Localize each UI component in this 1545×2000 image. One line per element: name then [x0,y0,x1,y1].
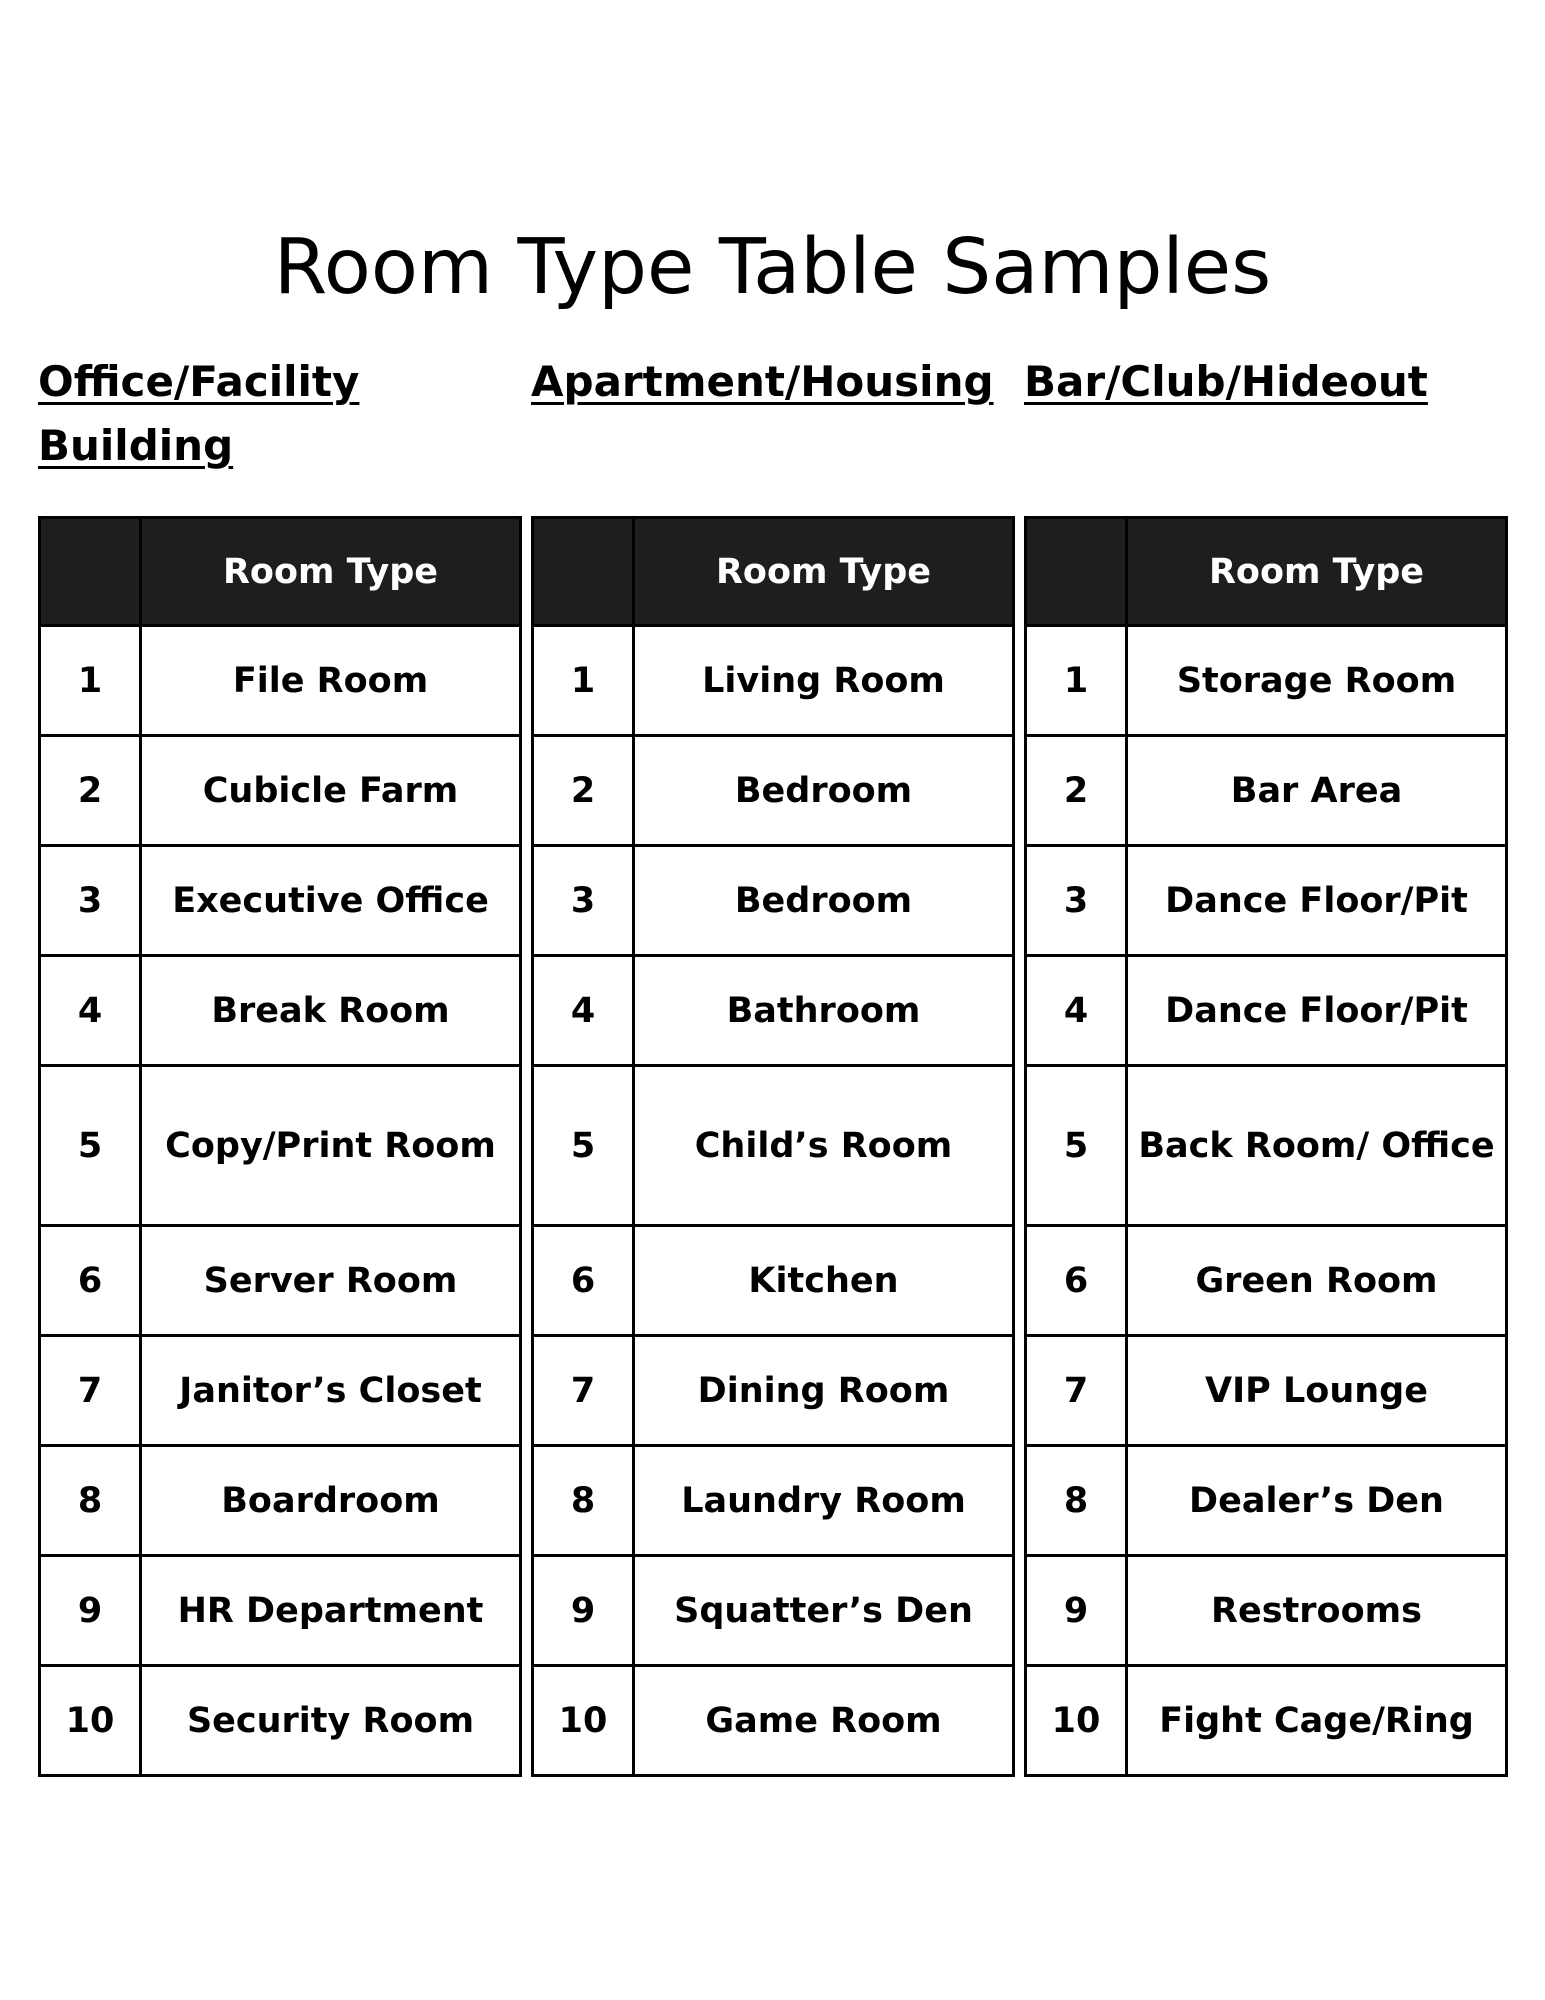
room-type-cell: Squatter’s Den [634,1556,1014,1666]
row-number: 3 [40,846,141,956]
table-row [40,1226,521,1336]
room-type-cell: Dealer’s Den [1127,1446,1507,1556]
table-row [533,626,1014,736]
room-type-cell: Child’s Room [634,1066,1014,1226]
row-number: 9 [533,1556,634,1666]
table-row [533,956,1014,1066]
table-row [1026,1446,1507,1556]
table-row [533,1336,1014,1446]
room-type-column-header: Room Type [1127,518,1507,626]
room-type-cell [1127,1066,1507,1226]
room-table-apartment [531,516,1015,1777]
number-column-header [40,518,141,626]
table-row [40,1666,521,1776]
row-number: 6 [533,1226,634,1336]
row-number: 4 [40,956,141,1066]
table-row [1026,846,1507,956]
room-type-cell: Executive Office [141,846,521,956]
room-type-cell: Boardroom [141,1446,521,1556]
row-number: 8 [533,1446,634,1556]
table-row [40,1556,521,1666]
room-type-cell: HR Department [141,1556,521,1666]
row-number: 6 [40,1226,141,1336]
table-row [533,1556,1014,1666]
table-heading-apartment: Apartment/Housing [531,357,994,406]
room-type-cell: Bedroom [634,736,1014,846]
table-row [1026,1666,1507,1776]
table-heading-office: Office/Facility Building [38,357,360,470]
row-number: 10 [533,1666,634,1776]
room-type-cell: Game Room [634,1666,1014,1776]
table-row [40,736,521,846]
room-type-cell: Cubicle Farm [141,736,521,846]
row-number: 9 [1026,1556,1127,1666]
table-row [1026,626,1507,736]
table-row [1026,1336,1507,1446]
table-row [40,1336,521,1446]
room-type-cell: Server Room [141,1226,521,1336]
table-header-row [40,518,521,626]
room-type-cell: Bar Area [1127,736,1507,846]
table-row [40,626,521,736]
room-type-cell: Bathroom [634,956,1014,1066]
row-number: 2 [40,736,141,846]
table-row [40,1446,521,1556]
row-number: 1 [40,626,141,736]
row-number: 6 [1026,1226,1127,1336]
room-type-cell-text: Back Room/ Office [1138,1125,1495,1166]
number-column-header [1026,518,1127,626]
table-row [40,846,521,956]
room-type-cell: Green Room [1127,1226,1507,1336]
row-number: 10 [40,1666,141,1776]
room-type-cell: Fight Cage/Ring [1127,1666,1507,1776]
row-number: 2 [1026,736,1127,846]
room-type-cell: Dance Floor/Pit [1127,956,1507,1066]
row-number: 2 [533,736,634,846]
table-row [40,956,521,1066]
room-table-office [38,516,522,1777]
table-row [533,1446,1014,1556]
room-type-cell: Dance Floor/Pit [1127,846,1507,956]
page-title: Room Type Table Samples [273,223,1272,312]
row-number: 8 [1026,1446,1127,1556]
table-row [533,1666,1014,1776]
row-number: 8 [40,1446,141,1556]
row-number: 4 [533,956,634,1066]
table-row [533,1226,1014,1336]
table-row [1026,736,1507,846]
room-type-cell: Copy/Print Room [141,1066,521,1226]
row-number: 5 [533,1066,634,1226]
row-number: 1 [533,626,634,736]
row-number: 3 [1026,846,1127,956]
row-number: 7 [40,1336,141,1446]
table-row [1026,1066,1507,1226]
room-type-cell: Dining Room [634,1336,1014,1446]
table-row [1026,1556,1507,1666]
table-row [533,1066,1014,1226]
row-number: 7 [1026,1336,1127,1446]
room-type-cell: Security Room [141,1666,521,1776]
table-row [533,736,1014,846]
row-number: 5 [40,1066,141,1226]
row-number: 7 [533,1336,634,1446]
table-row [533,846,1014,956]
row-number: 5 [1026,1066,1127,1226]
row-number: 4 [1026,956,1127,1066]
room-type-cell: VIP Lounge [1127,1336,1507,1446]
table-row [1026,1226,1507,1336]
room-type-cell: Break Room [141,956,521,1066]
table-heading-bar: Bar/Club/Hideout [1024,357,1428,406]
room-type-cell: Laundry Room [634,1446,1014,1556]
row-number: 9 [40,1556,141,1666]
room-type-column-header: Room Type [634,518,1014,626]
number-column-header [533,518,634,626]
room-table-bar [1024,516,1508,1777]
room-type-cell: Janitor’s Closet [141,1336,521,1446]
room-type-cell: File Room [141,626,521,736]
row-number: 10 [1026,1666,1127,1776]
room-type-cell: Living Room [634,626,1014,736]
table-row [1026,956,1507,1066]
room-type-cell: Restrooms [1127,1556,1507,1666]
room-type-cell: Bedroom [634,846,1014,956]
table-header-row [533,518,1014,626]
room-type-column-header: Room Type [141,518,521,626]
room-type-cell: Storage Room [1127,626,1507,736]
table-row [40,1066,521,1226]
table-header-row [1026,518,1507,626]
room-type-cell: Kitchen [634,1226,1014,1336]
row-number: 3 [533,846,634,956]
row-number: 1 [1026,626,1127,736]
